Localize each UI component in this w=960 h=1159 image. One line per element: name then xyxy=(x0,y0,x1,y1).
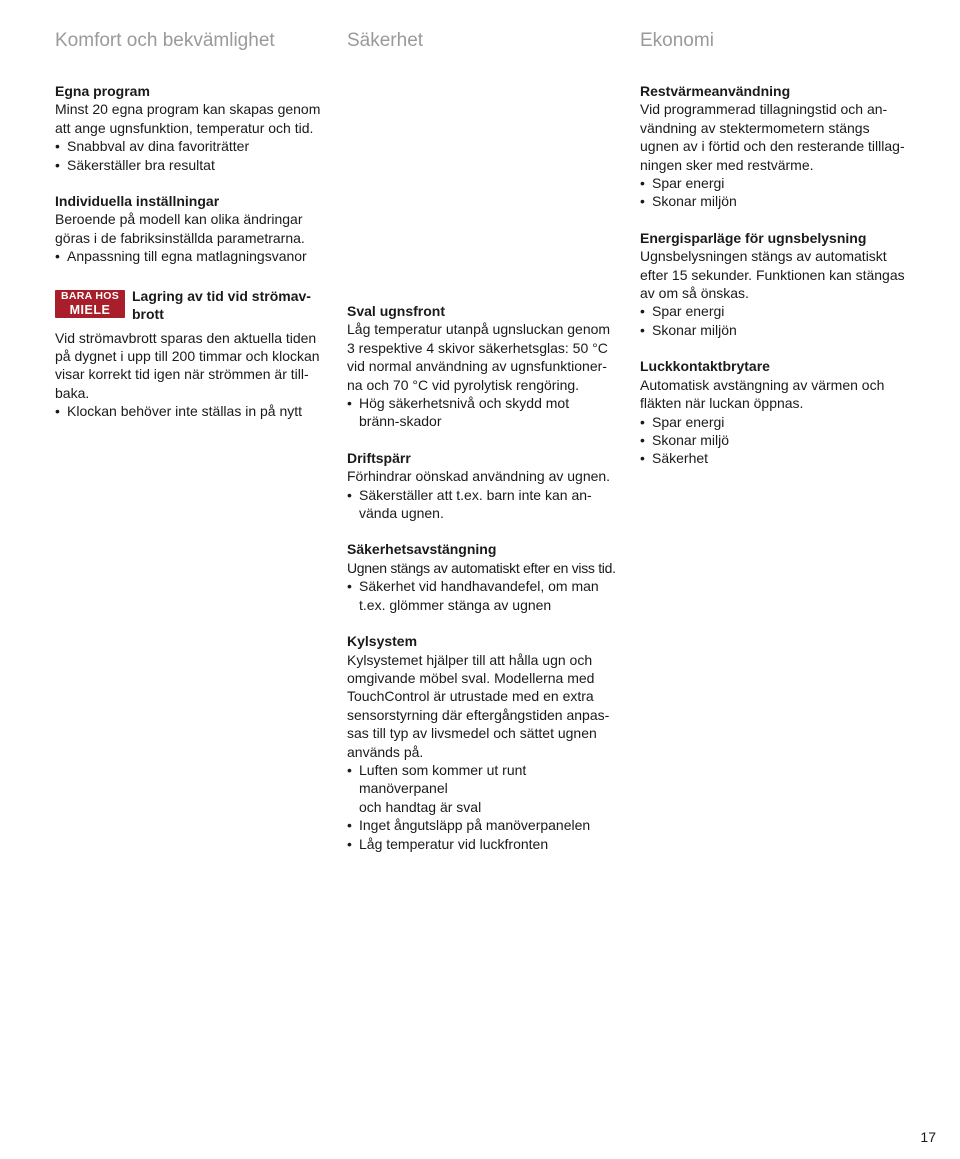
column-header-ekonomi: Ekonomi xyxy=(640,30,714,51)
section-title: Säkerhetsavstängning xyxy=(347,541,497,558)
bullet-item: • Snabbval av dina favoriträtter xyxy=(55,137,325,155)
bullet-item: • Säkerställer att t.ex. barn inte kan an- xyxy=(347,486,617,504)
body-text: att ange ugnsfunktion, temperatur och tid. xyxy=(55,119,314,136)
body-text: omgivande möbel sval. Modellerna med xyxy=(347,669,595,686)
section-sakerhetsavstangning xyxy=(347,540,617,614)
body-text: Förhindrar oönskad användning av ugnen. xyxy=(347,468,611,485)
bullet-item: • Säkerhet xyxy=(640,449,910,467)
bullet-item: • Klockan behöver inte ställas in på nytt xyxy=(55,402,325,420)
section-title-line: Lagring av tid vid strömav- xyxy=(132,287,311,304)
column-header-komfort: Komfort och bekvämlighet xyxy=(55,30,275,51)
page-number: 17 xyxy=(920,1129,936,1145)
miele-heading xyxy=(55,287,325,325)
body-text: baka. xyxy=(55,384,90,401)
bullet-continuation: och handtag är sval xyxy=(359,798,482,815)
bullet-continuation: bränn-skador xyxy=(359,413,442,430)
bullet-item: • Anpassning till egna matlagningsvanor xyxy=(55,247,325,265)
body-text: sensorstyrning där eftergångstiden anpas- xyxy=(347,706,610,723)
section-luckkontaktbrytare xyxy=(640,357,910,467)
bullet-item: • Inget ångutsläpp på manöverpanelen xyxy=(347,816,617,834)
body-text: Ugnsbelysningen stängs av automatiskt xyxy=(640,248,887,265)
bullet-item: • Skonar miljön xyxy=(640,321,910,339)
bullet-item: • Hög säkerhetsnivå och skydd mot xyxy=(347,394,617,412)
bullet-item: • Luften som kommer ut runt manöverpanel xyxy=(347,761,617,798)
bullet-item: • Spar energi xyxy=(640,413,910,431)
bullet-item: • Säkerställer bra resultat xyxy=(55,156,325,174)
body-text: Automatisk avstängning av värmen och xyxy=(640,376,885,393)
body-text: fläkten när luckan öppnas. xyxy=(640,395,804,412)
section-restvarmeanvandning xyxy=(640,82,910,211)
bullet-item: • Skonar miljö xyxy=(640,431,910,449)
body-text: vid normal användning av ugnsfunktioner- xyxy=(347,358,607,375)
bullet-continuation: vända ugnen. xyxy=(359,505,444,522)
bullet-item: • Låg temperatur vid luckfronten xyxy=(347,835,617,853)
body-text: Minst 20 egna program kan skapas genom xyxy=(55,101,321,118)
body-text: Beroende på modell kan olika ändringar xyxy=(55,211,303,228)
logo-line-1: BARA HOS xyxy=(60,289,119,302)
section-lagring-av-tid xyxy=(55,287,325,421)
body-text: på dygnet i upp till 200 timmar och klockan xyxy=(55,348,320,365)
body-text: Ugnen stängs av automatiskt efter en viss tid. xyxy=(347,559,616,576)
body-text: ningen sker med restvärme. xyxy=(640,156,814,173)
section-title xyxy=(132,287,322,324)
bullet-item: • Säkerhet vid handhavandefel, om man xyxy=(347,577,617,595)
body-text: Vid strömavbrott sparas den aktuella tiden xyxy=(55,329,317,346)
column-ekonomi xyxy=(640,82,910,486)
section-title: Kylsystem xyxy=(347,633,418,650)
body-text: Vid programmerad tillagningstid och an- xyxy=(640,101,888,118)
body-text: efter 15 sekunder. Funktionen kan stängas xyxy=(640,266,905,283)
body-text: ugnen av i förtid och den resterande tilllag- xyxy=(640,138,905,155)
section-kylsystem xyxy=(347,632,617,853)
bara-hos-miele-logo xyxy=(55,290,125,318)
section-energisparlage xyxy=(640,229,910,339)
body-text: vändning av stektermometern stängs xyxy=(640,119,870,136)
column-komfort xyxy=(55,82,325,439)
section-individuella-installningar xyxy=(55,192,325,266)
section-title: Egna program xyxy=(55,83,150,99)
body-text: TouchControl är utrustade med en extra xyxy=(347,688,594,705)
section-driftsparr xyxy=(347,449,617,523)
section-title: Driftspärr xyxy=(347,449,411,466)
section-title-line: brott xyxy=(132,306,164,323)
section-title: Energisparläge för ugnsbelysning xyxy=(640,229,867,246)
logo-line-2: MIELE xyxy=(69,302,111,317)
section-title: Restvärmeanvändning xyxy=(640,83,791,99)
body-text: används på. xyxy=(347,743,424,760)
bullet-item: • Skonar miljön xyxy=(640,192,910,210)
section-title: Sval ugnsfront xyxy=(347,303,446,319)
column-sakerhet xyxy=(347,302,617,871)
section-sval-ugnsfront xyxy=(347,302,617,431)
section-title: Individuella inställningar xyxy=(55,193,220,210)
bullet-item: • Spar energi xyxy=(640,302,910,320)
body-text: av om så önskas. xyxy=(640,285,749,302)
body-text: Kylsystemet hjälper till att hålla ugn och xyxy=(347,651,593,668)
body-text: na och 70 °C vid pyrolytisk rengöring. xyxy=(347,376,580,393)
body-text: visar korrekt tid igen när strömmen är till- xyxy=(55,366,309,383)
body-text: 3 respektive 4 skivor säkerhetsglas: 50 °C xyxy=(347,339,608,356)
section-title: Luckkontaktbrytare xyxy=(640,358,770,375)
bullet-continuation: t.ex. glömmer stänga av ugnen xyxy=(359,596,552,613)
bullet-item: • Spar energi xyxy=(640,174,910,192)
body-text: Låg temperatur utanpå ugnsluckan genom xyxy=(347,321,611,338)
section-egna-program xyxy=(55,82,325,174)
column-header-sakerhet: Säkerhet xyxy=(347,30,424,51)
body-text: sas till typ av livsmedel och sättet ugnen xyxy=(347,725,597,742)
body-text: göras i de fabriksinställda parametrarna. xyxy=(55,229,305,246)
